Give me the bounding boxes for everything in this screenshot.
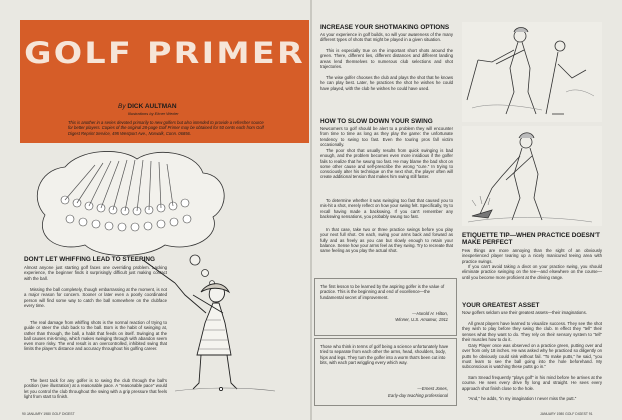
byline-prefix: By (118, 103, 126, 110)
shotmaking-paragraph: This is especially true on the important short shots around the green. There, different lies, different distances and different landing areas lend themselves to numerous club selections and shot trajectories. (320, 48, 453, 69)
slow-down-paragraph: In that case, take two or three practice swings before you play your next full shot. On each, swing your arms back and forward as fully and as freely as you can but slowly enough to retain your balance. Sense how your arms feel as they swing. Try to recreate that same feeling as you play the actual shot. (320, 227, 453, 254)
right-folio: JANUARY 1980 GOLF DIGEST 91 (540, 412, 593, 416)
jones-quote-text: Those who think in terms of golf being a science unfortunately have tried to separate from each other the arms, head, shoulders, body, hips and legs. They turn the golfer into a worm that's been cut into bits, with each part wriggling every which way. (320, 344, 449, 366)
left-folio: 90 JANUARY 1980 GOLF DIGEST (22, 412, 75, 416)
illustrator-credit: Illustrations by Elmer Wexler (128, 111, 179, 116)
etiquette-paragraph: Few things are more annoying than the sight of an obviously inexperienced player tearing up a nicely manicured teeing area with practice swings. (462, 248, 602, 264)
whiffing-heading: DON'T LET WHIFFING LEAD TO STEERING (24, 256, 155, 263)
greatest-asset-paragraph: Gary Player once was observed on a practice green, putting over and over from only 18 inches. He was asked why he practiced so diligently on putts he obviously could sink without fail. "To make putts," he said, "you must learn to see the ball going into the hole beforehand. My subconscious is watching these putts go in." (462, 343, 602, 370)
hilton-quote-box (314, 278, 457, 336)
jones-quote-box (314, 338, 457, 406)
intro-text: This is another in a series devoted primarily to new golfers but also intended to provide a refresher source for better players. Copies of the original 28-page Golf Primer may be obtained for 50 cents each from Golf Digest Reprint Service, 495 Westport Ave., Norwalk, Conn. 06856. (68, 120, 264, 136)
greatest-asset-heading: YOUR GREATEST ASSET (462, 302, 540, 309)
whiffing-paragraph: Almost anyone just starting golf faces one overriding problem. Lacking experience, the beginner finds it surprisingly difficult just making contact with the ball. (24, 265, 167, 281)
jones-quote-title: Early-day teaching professional (388, 393, 448, 398)
etiquette-heading: ETIQUETTE TIP—WHEN PRACTICE DOESN'T MAKE PERFECT (462, 232, 600, 246)
slow-down-heading: HOW TO SLOW DOWN YOUR SWING (320, 118, 433, 125)
title-banner (20, 20, 309, 143)
hilton-quote-name: —Harold H. Hilton, (412, 311, 448, 316)
author-name: DICK AULTMAN (127, 103, 177, 110)
byline (118, 103, 177, 110)
whiffing-paragraph: The real damage from whiffing shots is the normal reaction of trying to guide or steer the club back to the ball. Born is the habit of swinging at, rather than through, the ball, a habit that feeds on itself. Swinging at the ball causes mis-timing, which makes swinging through with abandon seem even more risky. The end result is an overcontrolled, inhibited swing that limits the player's distance and accuracy throughout his golfing career. (24, 320, 167, 352)
jones-quote-name: —Ernest Jones, (417, 386, 448, 391)
practice-tee-sketch (462, 22, 602, 122)
etiquette-paragraph: If you can't avoid taking a divot on your practice swing, you should eliminate practice swinging on the tee—and elsewhere on the course—until you become more proficient at the driving range. (462, 264, 602, 280)
divot-practice-sketch (462, 126, 602, 226)
hilton-quote-title: Winner, U.S. Amateur, 1911 (395, 317, 448, 322)
greatest-asset-paragraph: Now golfers seldom use their greatest assets—their imaginations. (462, 310, 587, 315)
whiffing-paragraph: The best tack for any golfer is to swing the club through the ball's position (see illustration) at a reasonable pace. A "reasonable pace" would let you control the club throughout the swing with a grip pressure that feels light from start to finish. (24, 378, 167, 399)
slow-down-paragraph: To determine whether it was swinging too fast that caused you to mis-hit a shot, merely reflect on how your swing felt. Specifically, try to recall having made a backswing. If you can't remember any backswing sensations, you probably swung too fast. (320, 198, 453, 219)
greatest-asset-paragraph: Sam Snead frequently "plays golf" in his mind before he arrives at the course. He sees every drive fly long and straight. He sees every approach shot finish close to the hole. (462, 375, 602, 391)
article-title: GOLF PRIMER (24, 36, 305, 70)
shotmaking-heading: INCREASE YOUR SHOTMAKING OPTIONS (320, 24, 450, 31)
greatest-asset-paragraph: All great players have learned to visualize success. They see the shot they wish to play before they swing the club. In effect they "tell" their senses what they want to do. They rely on their sensory system to "tell" their muscles how to do it. (462, 321, 602, 342)
slow-down-paragraph: The poor shot that usually results from quick swinging is bad enough, and the problem becomes even more insidious if the golfer fails to realize that he swung too fast. He may blame the bad shot on some other cause and self-prescribe the wrong "cure." In trying to consciously alter his technique on the next shot, the player often will create additional tension that makes him swing still faster. (320, 148, 453, 180)
shotmaking-paragraph: The wise golfer chooses the club and plays the shot that he knows he can play best. Later, he practices the shot he wishes he could have played, with the club he wishes he could have used. (320, 75, 453, 91)
slow-down-paragraph: Newcomers to golf should be alert to a problem they will encounter from time to time as long as they play the game: the unfortunate tendency to swing too fast. Even the touring pros fall victim occasionally. (320, 126, 453, 147)
shotmaking-paragraph: As your experience in golf builds, so will your awareness of the many different types of shots that might be played in a given situation. (320, 32, 453, 43)
hilton-quote-text: The first lesson to be learned by the aspiring golfer is the value of practice. This is the beginning and end of excellence—the fundamental secret of improvement. (320, 284, 445, 300)
greatest-asset-paragraph: "And," he adds, "in my imagination I never miss the putt." (468, 396, 577, 401)
whiffing-paragraph: Missing the ball completely, though embarrassing at the moment, is not a major reason for concern. Sooner or later even a poorly coordinated person will find some way to catch the ball somewhere on the clubface every time. (24, 287, 167, 308)
